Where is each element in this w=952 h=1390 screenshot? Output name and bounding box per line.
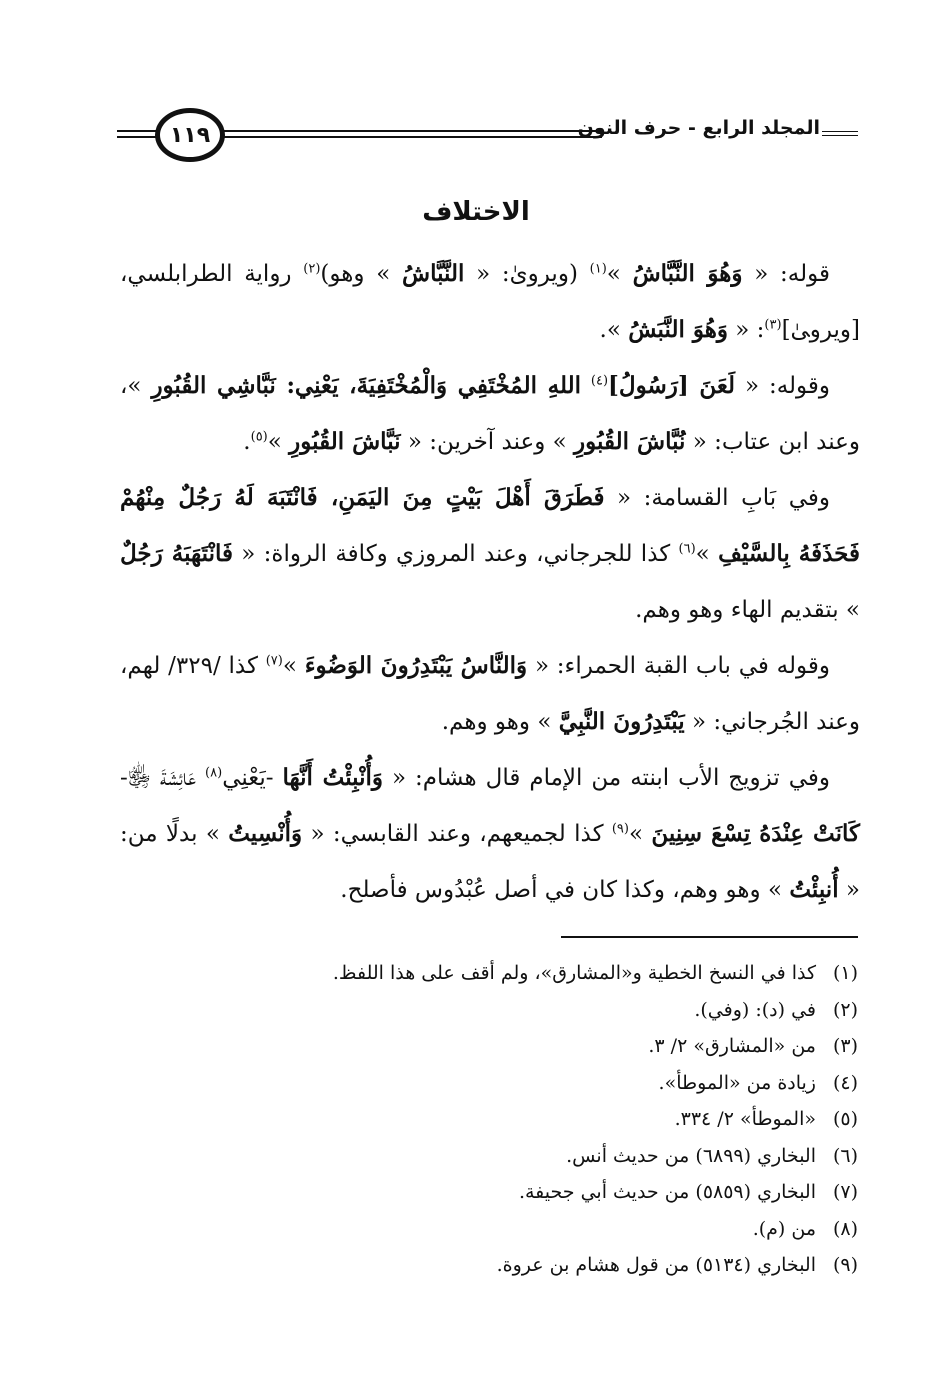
footnote-item xyxy=(118,1101,858,1138)
paragraph xyxy=(120,750,860,918)
footnote-number: (١) xyxy=(832,962,858,984)
footnote-ref: (٣) xyxy=(764,317,782,333)
footnote-ref: (٧) xyxy=(265,653,283,669)
footnotes-list xyxy=(118,955,858,1284)
footnote-text: كذا في النسخ الخطية و«المشارق»، ولم أقف على هذا اللفظ. xyxy=(332,962,816,984)
paragraph xyxy=(120,638,860,750)
quoted-hadith-text: يَبْتَدِرُونَ النَّبِيَّ xyxy=(558,708,685,735)
text-run: » بتقديم الهاء وهو وهم. xyxy=(635,597,860,623)
quoted-hadith-text: أُنبِئْتُ xyxy=(789,876,839,903)
footnote-ref: (٩) xyxy=(611,821,629,837)
footnote-item xyxy=(118,1211,858,1248)
footnote-ref: (١) xyxy=(589,261,607,277)
text-run: » وعند آخرين: « xyxy=(400,429,575,455)
main-text xyxy=(120,246,860,918)
footnote-number: (٧) xyxy=(832,1181,858,1203)
text-run: كذا للجرجاني، وعند المروزي وكافة الرواة: « xyxy=(232,541,679,567)
text-run: »، وعند ابن عتاب: « xyxy=(120,373,860,455)
text-run: عَائِشَةَ ﵂- xyxy=(120,765,206,791)
text-run: وفي تزويج الأب ابنته من الإمام قال هشام: « xyxy=(383,765,831,791)
paragraph xyxy=(120,358,860,470)
footnote-ref: (٨) xyxy=(205,765,223,781)
footnote-number: (٥) xyxy=(832,1108,858,1130)
footnote-text: في (د): (وفي). xyxy=(694,998,816,1021)
text-run: وقوله في باب القبة الحمراء: « xyxy=(527,653,830,679)
quoted-hadith-text: وَالنَّاسُ يَبْتَدِرُونَ الوَضُوءَ xyxy=(304,652,528,679)
footnote-text: من «المشارق» ٢/ ٣. xyxy=(648,1035,816,1057)
footnote-number: (٨) xyxy=(832,1217,858,1240)
footnote-text: زيادة من «الموطأ». xyxy=(658,1071,816,1094)
footnote-text: البخاري (٥١٣٤) من قول هشام بن عروة. xyxy=(496,1254,816,1276)
quoted-hadith-text: اللهِ المُخْتَفِي وَالْمُخْتَفِيَةَ، يَعْنِي: نَبَّاشِي القُبُورِ xyxy=(151,372,581,399)
footnote-ref: (٥) xyxy=(250,429,268,445)
quoted-hadith-text: وَهُوَ النَّبَشُ xyxy=(628,316,728,343)
text-run: » بدلًا من: « xyxy=(120,821,860,903)
footnote-item xyxy=(118,1174,858,1211)
footnote-number: (٩) xyxy=(832,1254,858,1276)
quoted-hadith-text: كَانَتْ عِنْدَهُ تِسْعَ سِنِينَ xyxy=(651,820,861,847)
text-run: » وهو وهم. xyxy=(441,709,559,735)
text-run: رواية الطرابلسي، [ويرو‍ىٰ] xyxy=(120,261,860,343)
footnote-number: (٤) xyxy=(832,1071,858,1094)
text-run: » xyxy=(628,821,652,847)
text-run: (ويروىٰ: « xyxy=(464,261,590,287)
footnote-ref: (٦) xyxy=(678,541,696,557)
footnote-item xyxy=(118,955,858,992)
footnote-text: البخاري (٥٨٥٩) من حديث أبي جحيفة. xyxy=(518,1181,816,1203)
footnote-text: البخاري (٦٨٩٩) من حديث أنس. xyxy=(566,1144,816,1167)
quoted-hadith-text: وَهُوَ النَّبَّاشُ xyxy=(632,260,743,287)
running-title: المجلد الرابع - حرف النون xyxy=(577,117,820,139)
section-title: الاختلاف xyxy=(422,197,530,227)
quoted-hadith-text: فَانْتَهَبَهُ رَجُلٌ xyxy=(120,540,233,567)
quoted-hadith-text: فَطَرَقَ أَهْلَ بَيْتٍ مِنَ اليَمَنِ، فَانْتَبَهَ لَهُ رَجُلٌ مِنْهُمْ فَحَذَفَهُ بِالسَّيْفِ xyxy=(120,484,860,567)
footnote-ref: (٢) xyxy=(303,261,321,277)
text-run: وفي بَابِ القسامة: « xyxy=(604,485,830,511)
quoted-hadith-text: نُبَّاشَ القُبُورِ xyxy=(574,428,686,455)
text-run: » وهو وهم، وكذا كان في أصل عُبْدُوس فأصلح. xyxy=(340,877,790,903)
text-run: كذا /٣٢٩/ لهم، وعند الجُرجاني: « xyxy=(120,653,860,735)
quoted-hadith-text: وَأُنْبِئْتُ أَنَّهَا xyxy=(282,764,383,791)
quoted-hadith-text: النَّبَّاشُ xyxy=(402,260,465,287)
footnote-number: (٣) xyxy=(832,1035,858,1057)
text-run: : « xyxy=(727,317,765,343)
text-run: وقوله: « xyxy=(735,373,831,399)
header-rule-middle xyxy=(220,130,602,138)
text-run: ». xyxy=(599,317,629,343)
footnote-text: «الموطأ» ٢/ ٣٣٤. xyxy=(674,1108,816,1130)
paragraph xyxy=(120,470,860,638)
header-rule-right xyxy=(822,131,858,136)
page-number: ١١٩ xyxy=(169,122,211,148)
text-run: » xyxy=(695,541,719,567)
footnote-separator xyxy=(561,936,858,938)
text-run: كذا لجميعهم، وعند القابسي: « xyxy=(302,821,612,847)
text-run: قوله: « xyxy=(742,261,830,287)
text-run: » xyxy=(267,429,290,455)
text-run: » وهو) xyxy=(320,261,402,287)
footnote-ref: (٤) xyxy=(590,373,609,389)
text-run: . xyxy=(243,429,251,455)
footnote-text: من (م). xyxy=(752,1217,816,1240)
footnote-item xyxy=(118,1138,858,1175)
quoted-hadith-text: وَأُنْسِيتُ xyxy=(228,820,303,847)
footnote-item xyxy=(118,1028,858,1065)
text-run: » xyxy=(282,653,305,679)
text-run: » xyxy=(606,261,633,287)
footnote-item xyxy=(118,992,858,1029)
footnote-number: (٦) xyxy=(832,1144,858,1167)
page-number-badge xyxy=(155,108,225,162)
text-run xyxy=(581,373,591,399)
footnote-item xyxy=(118,1247,858,1284)
footnote-item xyxy=(118,1065,858,1102)
quoted-hadith-text: لَعَنَ [رَسُولُ] xyxy=(608,372,736,399)
paragraph xyxy=(120,246,860,358)
text-run: -يَعْنِي xyxy=(222,765,283,791)
quoted-hadith-text: نَبَّاشَ القُبُورِ xyxy=(289,428,401,455)
footnote-number: (٢) xyxy=(832,998,858,1021)
